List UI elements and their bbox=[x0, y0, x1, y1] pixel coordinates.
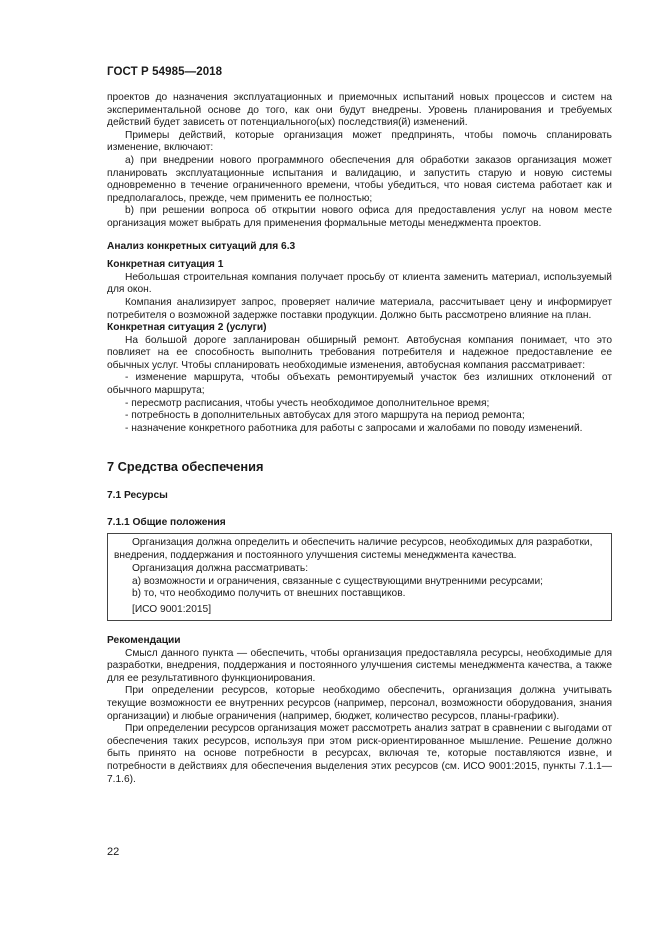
list-item: - потребность в дополнительных автобусах для этого маршрута на период ремонта; bbox=[125, 410, 525, 422]
page-number: 22 bbox=[107, 846, 120, 858]
subsection-title: 7.1.1 Общие положения bbox=[107, 516, 226, 528]
paragraph: Небольшая строительная компания получает просьбу от клиента заменить материал, используемый для окон. bbox=[107, 271, 612, 296]
paragraph: При определении ресурсов, которые необходимо обеспечить, организация должна учитывать текущие возможности ее внутренних ресурсов (например, персонал, возможности оборудования, знания организации) и любые ограничения (например, бюджет, количество ресурсов, планы-графики). bbox=[107, 685, 612, 722]
list-item: - назначение конкретного работника для работы с запросами и жалобами по поводу изменений. bbox=[125, 422, 583, 434]
paragraph: На большой дороге запланирован обширный ремонт. Автобусная компания понимает, что это повлияет на ее способность выполнить требования потребителя и надежное предоставление ее обычных услуг. Чтобы спланировать необходимые изменения, автобусная компания рассматривает: bbox=[107, 334, 612, 371]
paragraph: проектов до назначения эксплуатационных и приемочных испытаний новых процессов и систем на экспериментальной основе до того, как они будут внедрены. Уровень планирования и требуемых действий будет зависеть от потенциального(ых) последствия(й) изменений. bbox=[107, 92, 612, 129]
paragraph: Примеры действий, которые организация может предпринять, чтобы помочь спланировать изменение, включают: bbox=[107, 129, 612, 154]
list-item: - изменение маршрута, чтобы объехать ремонтируемый участок без излишних отклонений от обычного маршрута; bbox=[107, 372, 612, 397]
list-item: а) при внедрении нового программного обеспечения для обработки заказов организация может планировать эксплуатационные испытания и валидацию, и запустить старую и новую системы одновременно в течение ограниченного времени, чтобы убедиться, что новая система работает как и предполагалось, прежде, чем применить ее полностью; bbox=[107, 154, 612, 204]
paragraph: Смысл данного пункта — обеспечить, чтобы организация предоставляла ресурсы, необходимые для разработки, внедрения, поддержания и постоянного улучшения системы менеджмента качества, а также для ее результативного функционирования. bbox=[107, 647, 612, 684]
case1-heading: Конкретная ситуация 1 bbox=[107, 259, 224, 271]
quote-list-item: b) то, что необходимо получить от внешних поставщиков. bbox=[132, 588, 406, 600]
paragraph: Компания анализирует запрос, проверяет наличие материала, рассчитывает цену и информирует потребителя о возможной задержке поставки продукции. Должно быть рассмотрено влияние на план. bbox=[107, 296, 612, 321]
quote-reference: [ИСО 9001:2015] bbox=[132, 604, 212, 616]
list-item: - пересмотр расписания, чтобы учесть необходимое дополнительное время; bbox=[125, 397, 490, 409]
list-item: b) при решении вопроса об открытии нового офиса для предоставления услуг на новом месте организация может выбрать для применения формальные методы менеджмента проектов. bbox=[107, 205, 612, 229]
quote-list-item: а) возможности и ограничения, связанные с существующими внутренними ресурсами; bbox=[132, 575, 543, 587]
subsection-title: 7.1 Ресурсы bbox=[107, 490, 168, 502]
quote-paragraph: Организация должна определить и обеспечить наличие ресурсов, необходимых для разработки, внедрения, поддержания и постоянного улучшения системы менеджмента качества. bbox=[114, 537, 593, 562]
standard-quote-box bbox=[107, 533, 612, 621]
page-content bbox=[107, 92, 612, 786]
paragraph: При определении ресурсов организация может рассмотреть анализ затрат в сравнении с выгодами от обеспечения таких ресурсов, используя при этом риск-ориентированное мышление. Решение должно быть принято на основе потребности в ресурсах, включая те, которые поставляются извне, и потребности в действиях для обеспечения выделения этих ресурсов (см. ИСО 9001:2015, пункты 7.1.1—7.1.6). bbox=[107, 723, 612, 785]
document-header: ГОСТ Р 54985—2018 bbox=[107, 66, 223, 78]
section-title: 7 Средства обеспечения bbox=[107, 459, 264, 475]
recommendations-heading: Рекомендации bbox=[107, 635, 181, 646]
analysis-heading: Анализ конкретных ситуаций для 6.3 bbox=[107, 240, 296, 252]
quote-paragraph: Организация должна рассматривать: bbox=[132, 562, 309, 574]
case2-heading: Конкретная ситуация 2 (услуги) bbox=[107, 322, 267, 334]
